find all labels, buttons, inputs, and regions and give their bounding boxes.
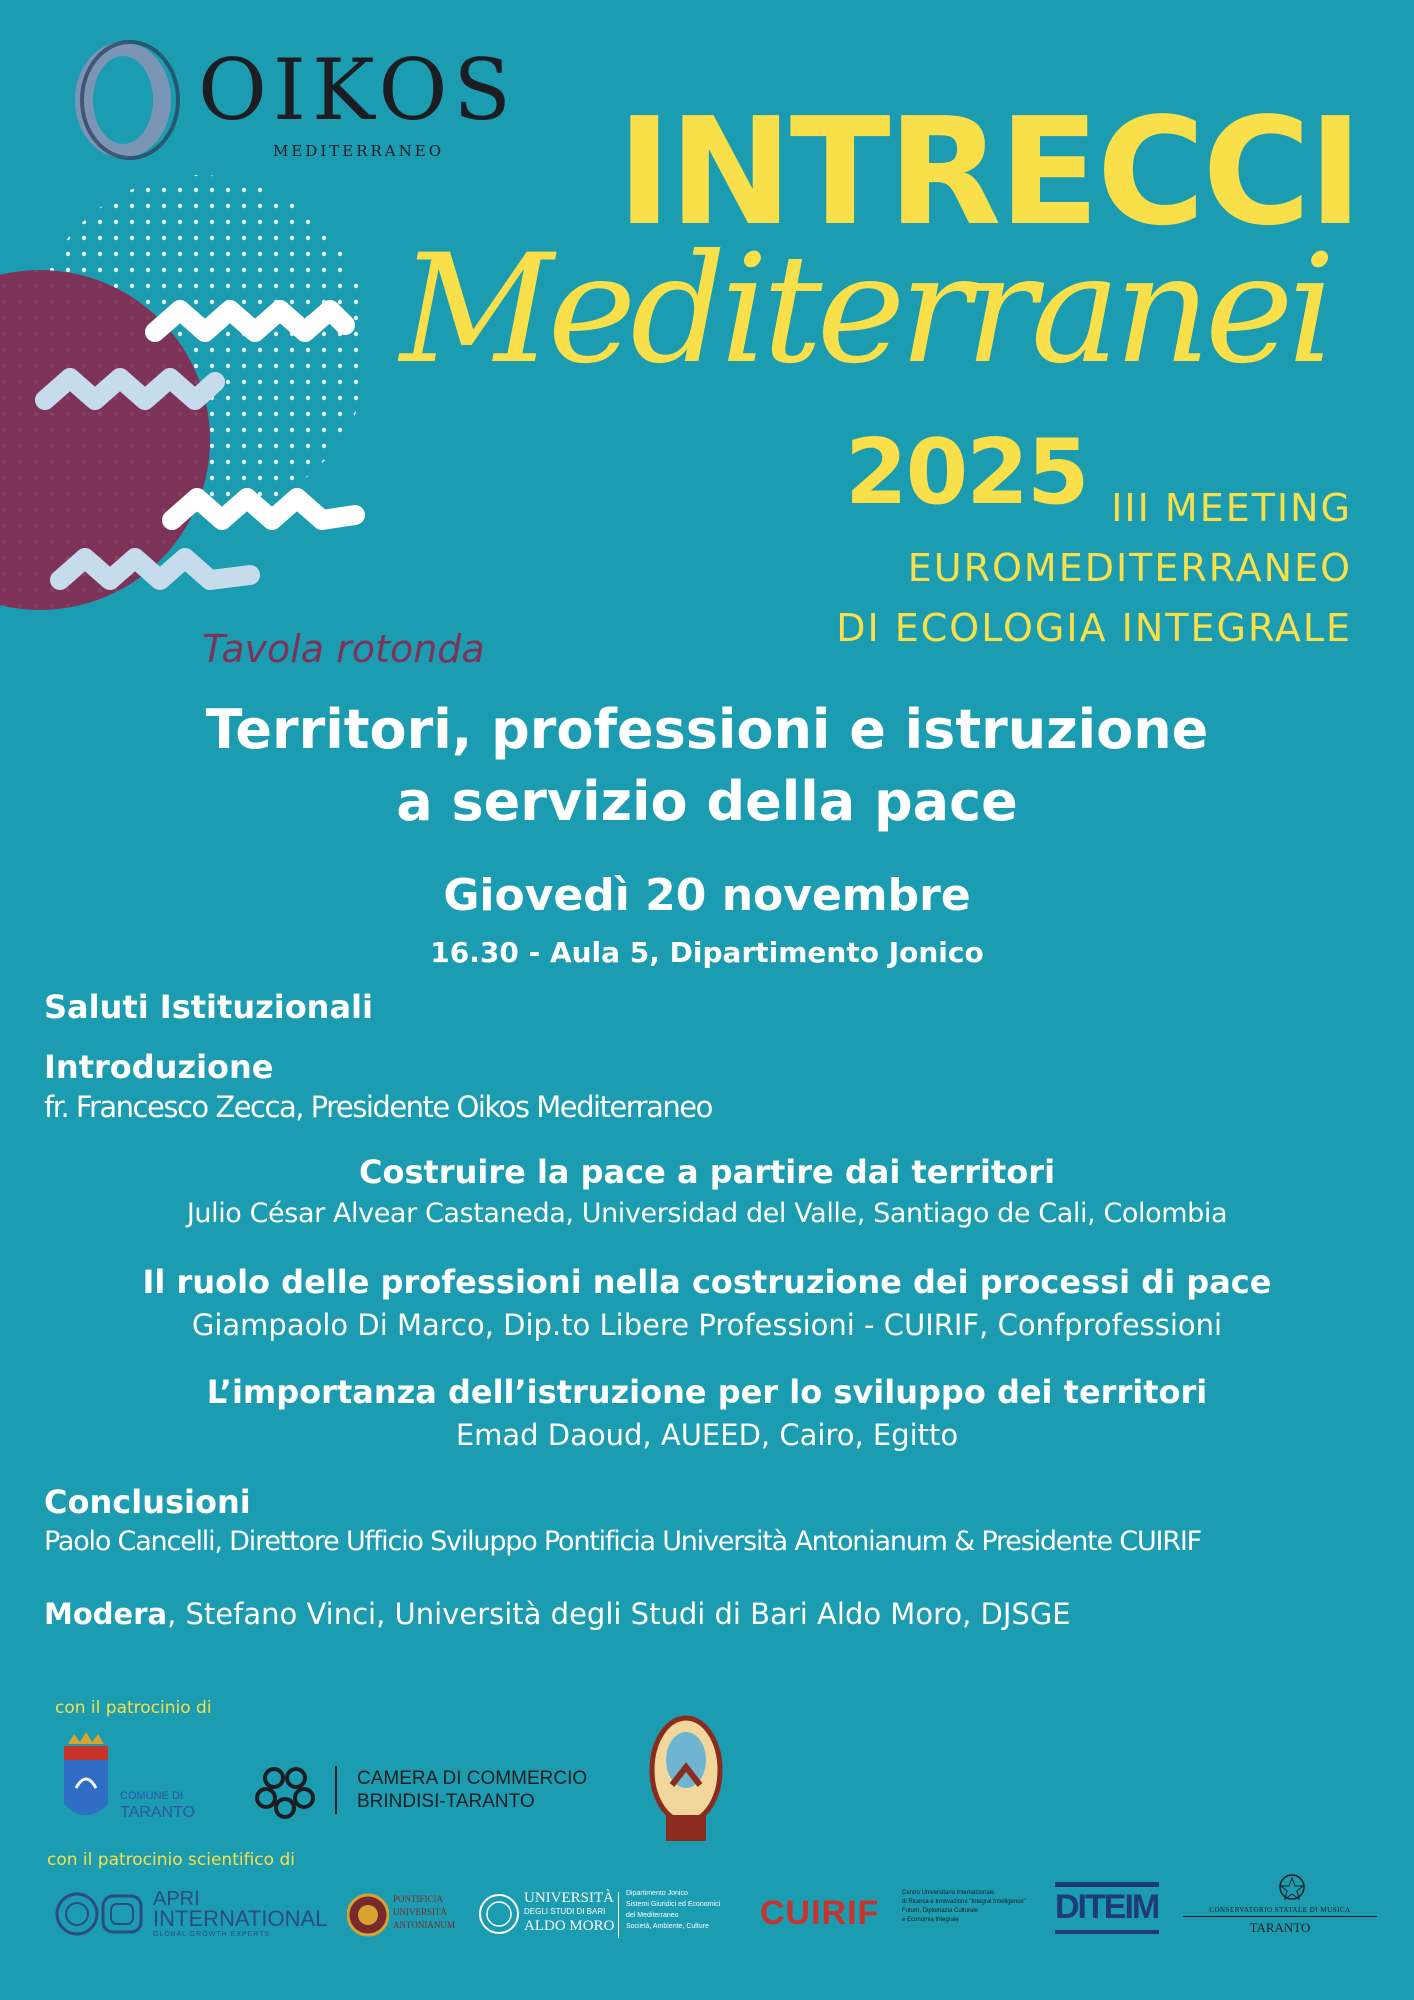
cuirif-logo: [760, 1888, 1050, 1942]
meeting-line-1: III MEETING: [1111, 486, 1352, 530]
dip-text-3: del Mediterraneo: [626, 1912, 679, 1919]
dip-text-2: Sistemi Giuridici ed Economici: [626, 1901, 721, 1908]
apri-international-logo: [55, 1888, 345, 1944]
apri-text-1: APRI: [153, 1888, 200, 1910]
oikos-logo: [68, 38, 528, 168]
conservatorio-text-1: CONSERVATORIO STATALE DI MUSICA: [1209, 1906, 1351, 1914]
intro-heading: Introduzione: [44, 1048, 274, 1086]
cuirif-desc-3: Futuro, Diplomazia Culturale: [902, 1908, 979, 1914]
meeting-description: [836, 478, 1352, 658]
antonianum-logo: [347, 1890, 467, 1940]
conservatorio-text-2: TARANTO: [1249, 1920, 1311, 1935]
moderator-line: [44, 1597, 1071, 1631]
uniba-logo: [478, 1888, 738, 1942]
camera-commercio-logo: [252, 1760, 632, 1820]
cuirif-desc-1: Centro Universitario Internazionale: [902, 1890, 995, 1896]
aueed-emblem-icon: [648, 1715, 724, 1845]
intro-speaker: fr. Francesco Zecca, Presidente Oikos Mediterraneo: [44, 1090, 712, 1124]
meeting-line-2: EUROMEDITERRANEO: [907, 546, 1352, 590]
antonianum-text-3: ANTONIANUM: [393, 1920, 455, 1930]
talk2-speaker: Giampaolo Di Marco, Dip.to Libere Professioni - CUIRIF, Confprofessioni: [191, 1308, 1223, 1342]
diteim-logo: [1055, 1882, 1163, 1938]
oikos-subtitle: MEDITERRANEO: [273, 142, 445, 160]
apri-text-2: INTERNATIONAL: [153, 1906, 328, 1931]
comune-text-2: TARANTO: [120, 1804, 195, 1821]
event-date: Giovedì 20 novembre: [443, 870, 971, 921]
comune-taranto-logo: [60, 1730, 220, 1830]
conservatorio-logo: [1175, 1872, 1385, 1942]
camera-text-1: CAMERA DI COMMERCIO: [357, 1768, 588, 1789]
cuirif-desc-2: di Ricerca e Innovazione "Integral Intelligence": [902, 1899, 1026, 1905]
talk3-speaker: Emad Daoud, AUEED, Cairo, Egitto: [455, 1418, 959, 1452]
diteim-wordmark: DITEIM: [1055, 1888, 1159, 1926]
oikos-o-emblem: [68, 38, 188, 168]
cuirif-wordmark: CUIRIF: [760, 1894, 880, 1932]
scientific-label: con il patrocinio scientifico di: [47, 1850, 295, 1870]
antonianum-text-1: PONTIFICIA: [393, 1894, 444, 1904]
antonianum-seal-icon: [347, 1892, 389, 1938]
headline-line-2: a servizio della pace: [396, 770, 1018, 833]
decorative-graphic: [0, 170, 380, 680]
patronage-label: con il patrocinio di: [55, 1698, 212, 1718]
uniba-text-2: DEGLI STUDI DI BARI: [524, 1907, 606, 1916]
uniba-seal-icon: [478, 1892, 520, 1936]
taranto-crest-icon: [60, 1730, 112, 1830]
greetings-heading: Saluti Istituzionali: [44, 988, 373, 1026]
meeting-line-3: DI ECOLOGIA INTEGRALE: [836, 606, 1352, 650]
panel-headline: [0, 694, 1414, 838]
talk2-title: Il ruolo delle professioni nella costruzione dei processi di pace: [142, 1263, 1272, 1301]
headline-line-1: Territori, professioni e istruzione: [205, 698, 1209, 761]
event-subtitle-script: Mediterranei: [400, 223, 1330, 397]
oikos-wordmark: OIKOS: [198, 41, 517, 139]
comune-text-1: COMUNE DI: [120, 1790, 183, 1802]
moderator-name: , Stefano Vinci, Università degli Studi di Bari Aldo Moro, DJSGE: [167, 1597, 1071, 1631]
event-year: 2025: [845, 420, 1088, 525]
camera-text-2: BRINDISI-TARANTO: [357, 1791, 535, 1812]
conclusion-speaker: Paolo Cancelli, Direttore Ufficio Sviluppo Pontificia Università Antonianum & Presidente CUIRIF: [44, 1526, 1201, 1557]
talk1-speaker: Julio César Alvear Castaneda, Universidad del Valle, Santiago de Cali, Colombia: [186, 1198, 1228, 1229]
moderator-label: Modera: [44, 1597, 168, 1631]
event-time-place: 16.30 - Aula 5, Dipartimento Jonico: [430, 936, 984, 969]
camera-knot-icon: [252, 1760, 318, 1820]
apri-text-3: GLOBAL GROWTH EXPERTS: [153, 1931, 271, 1938]
panel-kicker: Tavola rotonda: [202, 627, 485, 671]
dip-text-4: Società, Ambiente, Culture: [626, 1923, 709, 1930]
talk3-title: L’importanza dell’istruzione per lo sviluppo dei territori: [206, 1373, 1208, 1411]
dip-text-1: Dipartimento Jonico: [626, 1890, 688, 1897]
apri-globe-icon: [55, 1890, 149, 1940]
uniba-text-3: ALDO MORO: [524, 1918, 615, 1934]
talk1-title: Costruire la pace a partire dai territori: [358, 1153, 1056, 1191]
event-title: INTRECCI: [616, 86, 1360, 258]
cuirif-desc-4: e Economia Integrale: [902, 1917, 959, 1923]
antonianum-text-2: UNIVERSITÀ: [393, 1907, 447, 1917]
conclusion-heading: Conclusioni: [44, 1483, 251, 1521]
wave-white-2: [172, 498, 355, 520]
italy-emblem-icon: [1277, 1872, 1307, 1902]
uniba-text-1: UNIVERSITÀ: [524, 1890, 614, 1906]
